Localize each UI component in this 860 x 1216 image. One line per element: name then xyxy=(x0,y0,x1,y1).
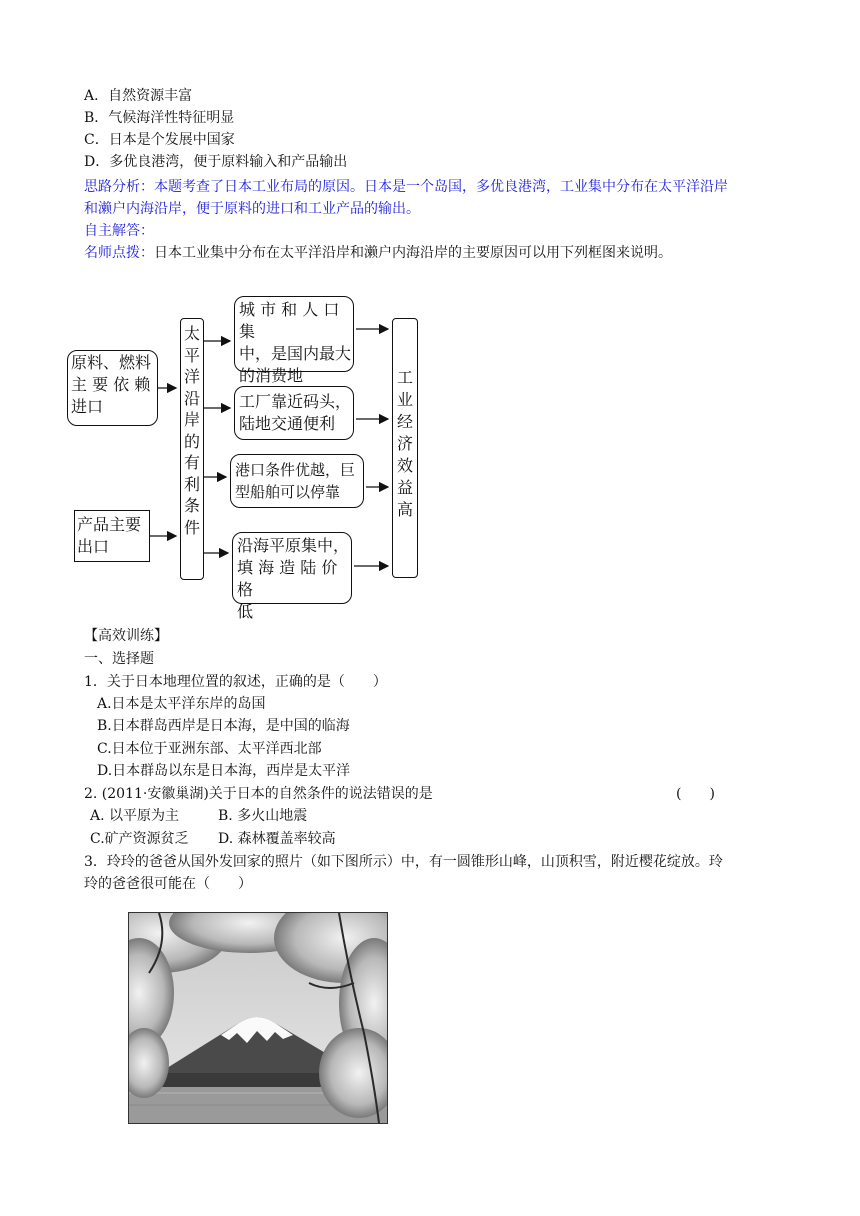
q1-option-c: C.日本位于亚洲东部、太平洋西北部 xyxy=(97,741,322,757)
condition-port-line-2: 型船舶可以停靠 xyxy=(235,483,341,501)
q1-option-b: B.日本群岛西岸是日本海，是中国的临海 xyxy=(97,718,350,734)
condition-consumer-line-2: 中，是国内最大 xyxy=(239,344,352,363)
option-d: D．多优良港湾，便于原料输入和产品输出 xyxy=(84,154,348,170)
q2-option-a: A. 以平原为主 xyxy=(90,808,180,824)
question-3-stem-line-1: 3．玲玲的爸爸从国外发回家的照片（如下图所示）中，有一圆锥形山峰，山顶积雪，附近樱花绽放。玲 xyxy=(84,854,723,870)
middle-char: 条 xyxy=(183,496,200,515)
training-heading: 【高效训练】 xyxy=(84,628,168,644)
q2-option-b: B. 多火山地震 xyxy=(218,808,308,824)
raw-material-line-2: 主 要 依 赖 xyxy=(71,375,151,394)
q1-option-d: D.日本群岛以东是日本海，西岸是太平洋 xyxy=(97,763,351,779)
product-export-line-2: 出口 xyxy=(77,537,110,556)
condition-consumer-line-1: 城 市 和 人 口 集 xyxy=(239,300,340,341)
middle-char: 岸 xyxy=(183,410,200,429)
option-b: B．气候海洋性特征明显 xyxy=(84,110,235,126)
section-heading: 一、选择题 xyxy=(84,651,154,667)
question-1-stem: 1．关于日本地理位置的叙述，正确的是（ ） xyxy=(84,674,387,690)
raw-material-line-3: 进口 xyxy=(71,397,104,416)
q1-option-a: A.日本是太平洋东岸的岛国 xyxy=(97,696,266,712)
condition-land-line-3: 低 xyxy=(237,602,254,621)
option-c: C．日本是个发展中国家 xyxy=(84,132,235,148)
condition-land-line-2: 填 海 造 陆 价 格 xyxy=(237,558,338,599)
question-3-stem-line-2: 玲的爸爸很可能在（ ） xyxy=(84,876,252,892)
analysis-line-1: 思路分析：本题考查了日本工业布局的原因。日本是一个岛国，多优良港湾，工业集中分布在太平洋沿岸 xyxy=(84,179,728,195)
raw-material-line-1: 原料、燃料 xyxy=(71,353,152,372)
middle-char: 的 xyxy=(183,431,200,451)
product-export-line-1: 产品主要 xyxy=(77,515,142,534)
question-2-answer-paren: ( ) xyxy=(676,786,715,802)
result-char: 工 xyxy=(396,368,413,387)
middle-char: 利 xyxy=(183,474,200,494)
middle-char: 太 xyxy=(183,324,200,343)
condition-transport-line-1: 工厂靠近码头， xyxy=(239,392,352,411)
condition-land-line-1: 沿海平原集中， xyxy=(237,536,350,555)
mount-fuji-cherry-blossom-photo xyxy=(128,912,388,1124)
photo-illustration xyxy=(129,913,387,1123)
middle-char: 平 xyxy=(183,345,200,365)
analysis-line-2: 和濑户内海沿岸，便于原料的进口和工业产品的输出。 xyxy=(84,201,420,217)
teacher-tip-text: 日本工业集中分布在太平洋沿岸和濑户内海沿岸的主要原因可以用下列框图来说明。 xyxy=(154,245,672,261)
result-char: 经 xyxy=(396,412,413,431)
q2-option-c: C.矿产资源贫乏 xyxy=(90,831,189,847)
self-answer-label: 自主解答： xyxy=(84,223,154,239)
result-char: 高 xyxy=(396,500,413,519)
result-char: 益 xyxy=(396,478,413,497)
teacher-tip-label: 名师点拨： xyxy=(84,245,154,261)
condition-consumer-line-3: 的消费地 xyxy=(239,366,304,385)
result-char: 效 xyxy=(396,456,413,475)
middle-char: 有 xyxy=(183,453,200,472)
condition-transport-line-2: 陆地交通便利 xyxy=(239,414,336,433)
option-a: A．自然资源丰富 xyxy=(84,88,193,104)
question-2-stem: 2. (2011·安徽巢湖)关于日本的自然条件的说法错误的是 xyxy=(84,786,433,802)
condition-port-line-1: 港口条件优越，巨 xyxy=(235,461,356,479)
result-char: 济 xyxy=(396,434,413,453)
result-char: 业 xyxy=(396,390,413,409)
middle-char: 沿 xyxy=(183,388,200,408)
q2-option-d: D. 森林覆盖率较高 xyxy=(218,831,336,847)
middle-char: 件 xyxy=(183,517,200,537)
middle-char: 洋 xyxy=(183,367,200,386)
